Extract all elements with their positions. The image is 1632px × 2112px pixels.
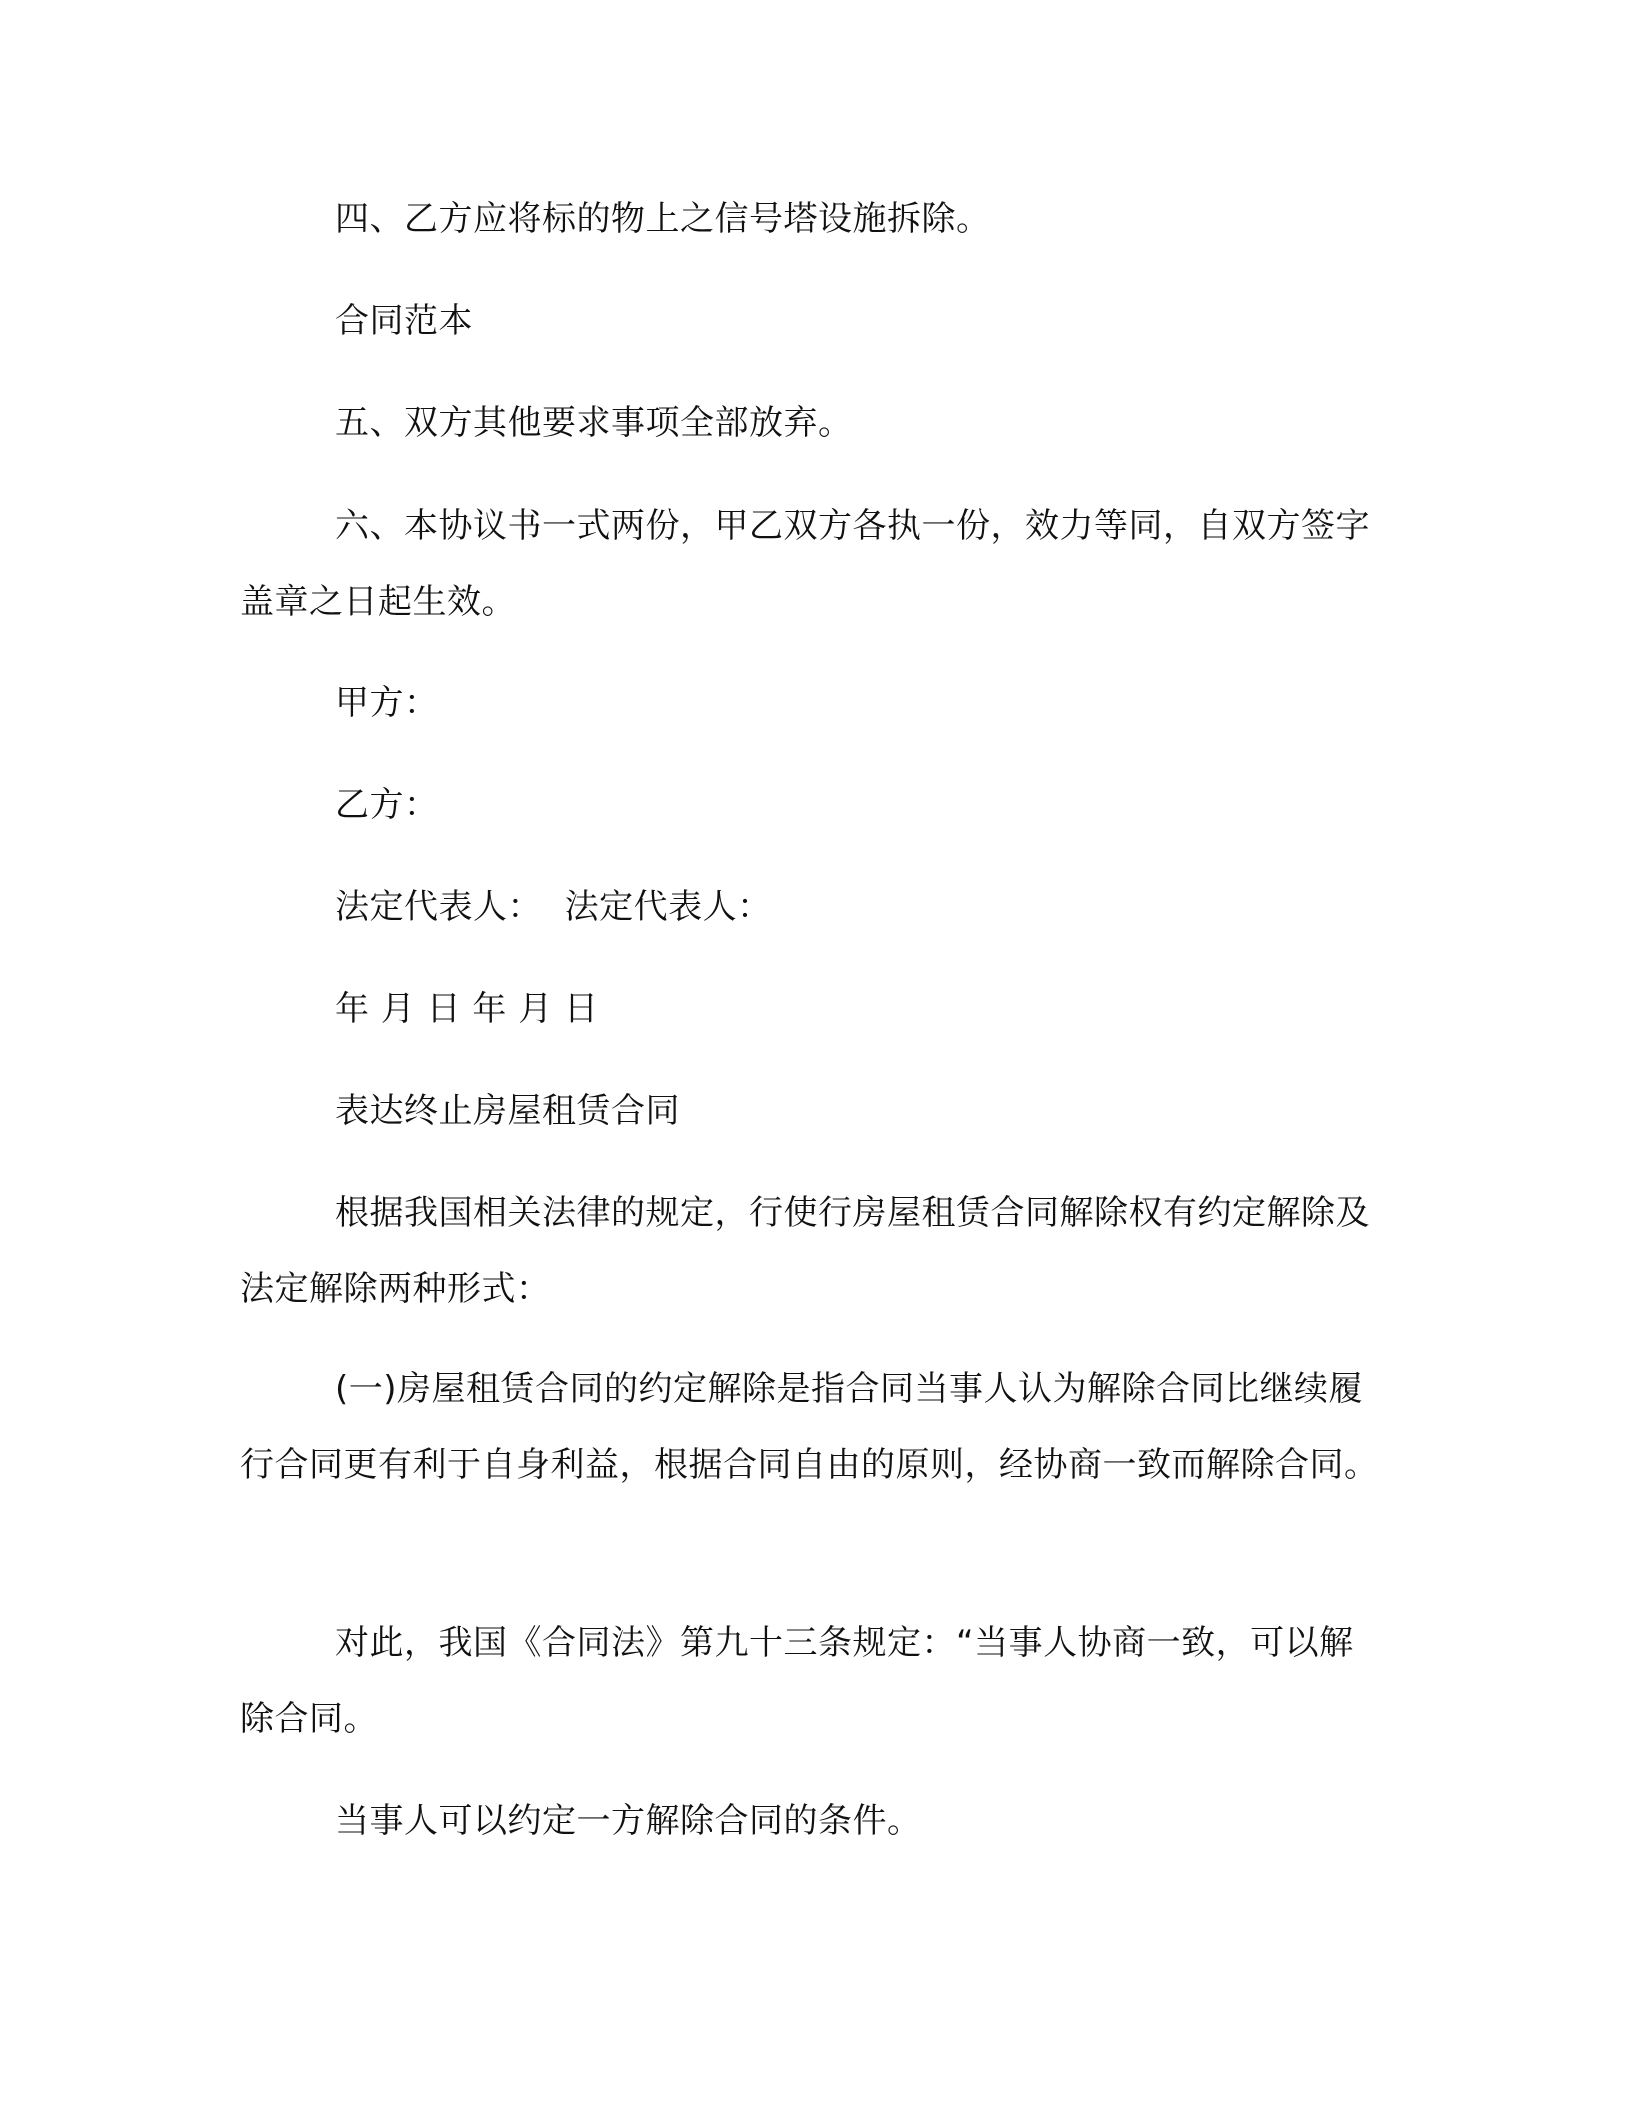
paragraph-clause-6: 六、本协议书一式两份，甲乙双方各执一份，效力等同，自双方签字盖章之日起生效。 — [240, 506, 1370, 622]
paragraph-legal-basis: 根据我国相关法律的规定，行使行房屋租赁合同解除权有约定解除及法定解除两种形式： — [240, 1193, 1370, 1309]
date-line: 年 月 日 年 月 日 — [335, 989, 599, 1029]
paragraph-clause-4: 四、乙方应将标的物上之信号塔设施拆除。 — [335, 199, 991, 239]
party-b-line: 乙方： — [335, 785, 439, 825]
section-heading: 表达终止房屋租赁合同 — [335, 1091, 680, 1131]
paragraph-agreed-termination: (一)房屋租赁合同的约定解除是指合同当事人认为解除合同比继续履行合同更有利于自身利益，根据合同自由的原则，经协商一致而解除合同。 — [240, 1369, 1379, 1485]
paragraph-termination-conditions: 当事人可以约定一方解除合同的条件。 — [335, 1801, 922, 1841]
legal-representative-line: 法定代表人： 法定代表人： — [335, 887, 772, 927]
paragraph-clause-5: 五、双方其他要求事项全部放弃。 — [335, 403, 853, 443]
paragraph-template-label: 合同范本 — [335, 301, 473, 341]
party-a-line: 甲方： — [335, 683, 439, 723]
paragraph-contract-law-article: 对此，我国《合同法》第九十三条规定：“当事人协商一致，可以解除合同。 — [240, 1623, 1354, 1739]
